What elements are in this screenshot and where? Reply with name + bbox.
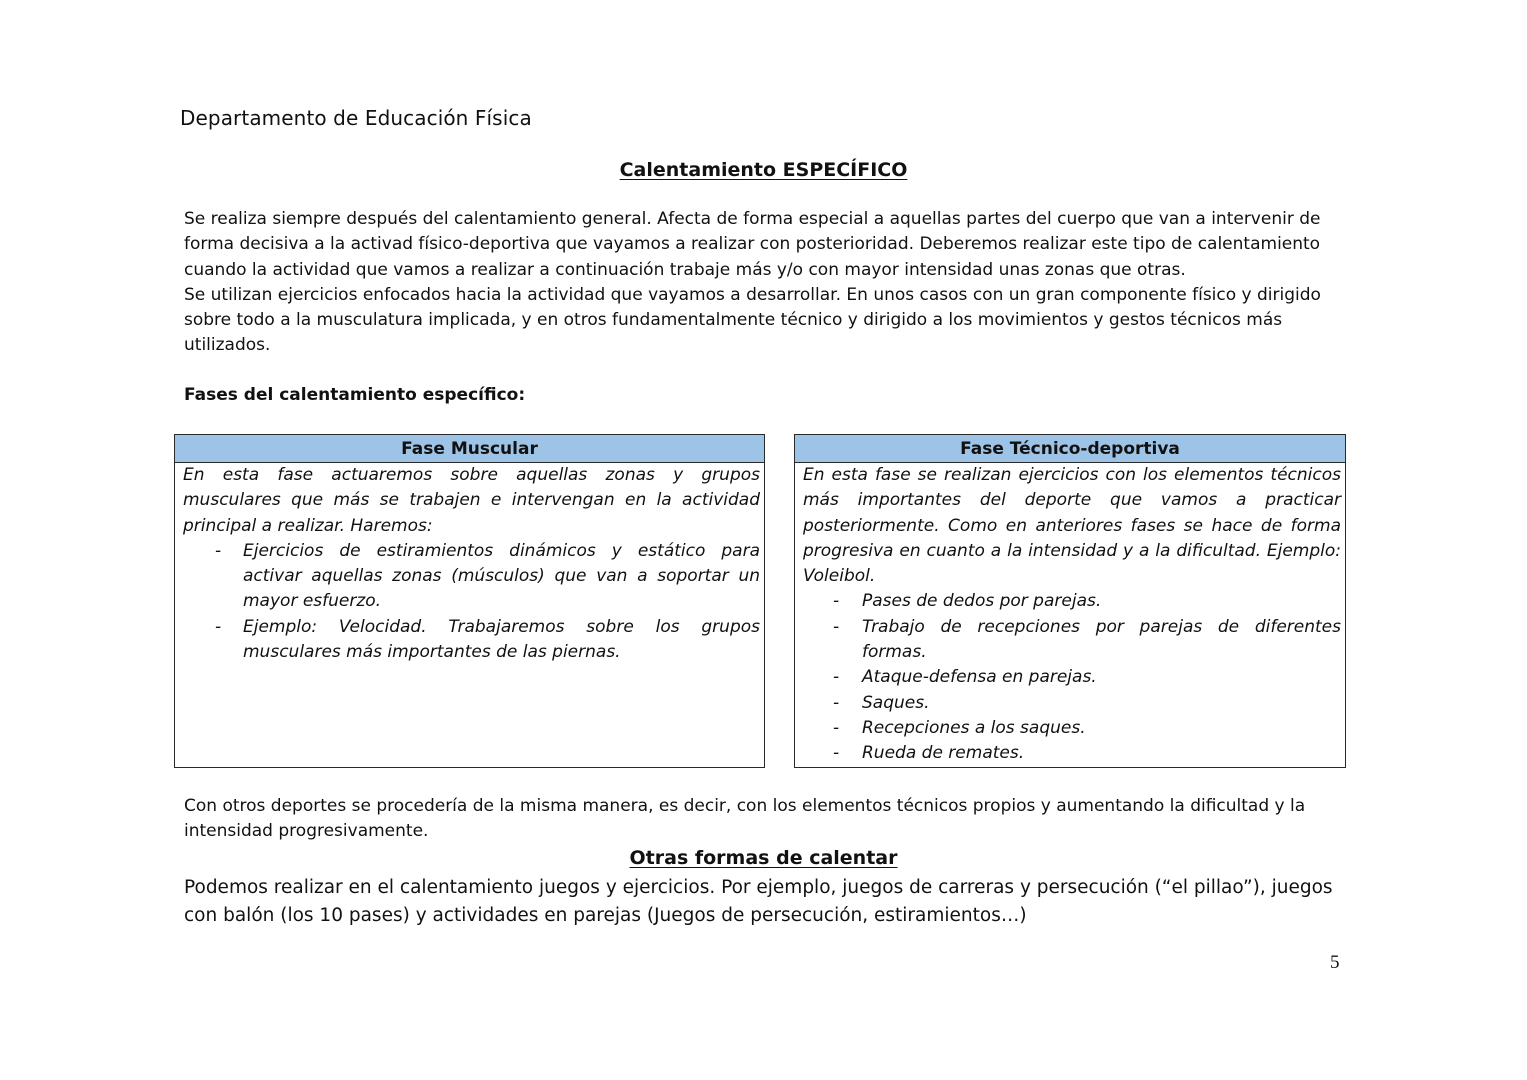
section-title: Calentamiento ESPECÍFICO — [619, 159, 908, 181]
phases-heading: Fases del calentamiento específico: — [184, 385, 526, 405]
list-item-text: Trabajo de recepciones por parejas de diferentes formas. — [862, 616, 1341, 663]
list-item-text: Pases de dedos por parejas. — [862, 591, 1102, 612]
list-item — [803, 741, 1341, 766]
bullet-dash: - — [833, 667, 840, 688]
list-item-text: Ejercicios de estiramientos dinámicos y estático para activar aquellas zonas (músculos) que van a soportar un mayor esfuerzo. — [243, 540, 760, 612]
paragraph-line: intensidad progresivamente. — [184, 821, 429, 842]
paragraph-line: Se utilizan ejercicios enfocados hacia la actividad que vayamos a desarrollar. En unos casos con un gran componente físico y dirigido — [184, 284, 1321, 305]
page-number: 5 — [1330, 952, 1340, 973]
section-title: Otras formas de calentar — [629, 847, 898, 869]
bullet-dash: - — [833, 616, 840, 637]
paragraph-line: sobre todo a la musculatura implicada, y en otros fundamentalmente técnico y dirigido a los movimientos y gestos técnicos más — [184, 310, 1283, 331]
phase-tecnico-body — [795, 463, 1345, 767]
list-item — [183, 615, 760, 666]
intro-paragraph — [184, 207, 1338, 359]
closing-paragraph — [184, 794, 1332, 845]
phase-tecnico-box — [794, 434, 1346, 768]
paragraph-line: Podemos realizar en el calentamiento juegos y ejercicios. Por ejemplo, juegos de carreras y persecución (“el pillao”), juegos — [184, 877, 1333, 898]
list-item — [803, 716, 1341, 741]
paragraph-line: Con otros deportes se procedería de la misma manera, es decir, con los elementos técnicos propios y aumentando la dificultad y la — [184, 796, 1306, 816]
bullet-dash: - — [215, 540, 222, 561]
paragraph-line: Se realiza siempre después del calentamiento general. Afecta de forma especial a aquellas partes del cuerpo que van a intervenir de — [184, 209, 1321, 229]
list-item — [803, 665, 1341, 690]
phase-tecnico-intro: En esta fase se realizan ejercicios con los elementos técnicos más importantes del deporte que vamos a practicar posteriormente. Como en anteriores fases se hace de forma progresiva en cuanto a la intensidad y a la dificultad. Ejemplo: Voleibol. — [803, 465, 1341, 587]
bullet-dash: - — [833, 717, 840, 738]
phase-muscular-header: Fase Muscular — [175, 435, 764, 463]
list-item-text: Recepciones a los saques. — [862, 717, 1086, 738]
list-item — [803, 589, 1341, 614]
list-item-text: Saques. — [862, 692, 930, 713]
department-header: Departamento de Educación Física — [180, 106, 532, 130]
phase-tecnico-list — [803, 589, 1341, 766]
list-item — [803, 615, 1341, 666]
bullet-dash: - — [833, 743, 840, 764]
list-item-text: Rueda de remates. — [862, 743, 1025, 764]
phase-muscular-list — [183, 539, 760, 665]
list-item-text: Ataque-defensa en parejas. — [862, 667, 1097, 688]
other-ways-paragraph — [184, 874, 1342, 930]
phase-muscular-intro: En esta fase actuaremos sobre aquellas zonas y grupos musculares que más se trabajen e intervengan en la actividad principal a realizar. Haremos: — [183, 465, 760, 536]
phase-muscular-body — [175, 463, 764, 665]
bullet-dash: - — [833, 692, 840, 713]
phase-muscular-box — [174, 434, 765, 768]
phase-tecnico-header: Fase Técnico-deportiva — [795, 435, 1345, 463]
list-item-text: Ejemplo: Velocidad. Trabajaremos sobre los grupos musculares más importantes de las piernas. — [243, 616, 760, 663]
paragraph-line: forma decisiva a la activad físico-deportiva que vayamos a realizar con posterioridad. Deberemos realizar este tipo de calentamiento — [184, 234, 1321, 255]
paragraph-line: con balón (los 10 pases) y actividades en parejas (Juegos de persecución, estiramientos…) — [184, 905, 1027, 926]
bullet-dash: - — [833, 591, 840, 612]
paragraph-line: utilizados. — [184, 335, 271, 356]
list-item — [183, 539, 760, 615]
paragraph-line: cuando la actividad que vamos a realizar a continuación trabaje más y/o con mayor intensidad unas zonas que otras. — [184, 259, 1186, 280]
bullet-dash: - — [215, 616, 222, 637]
list-item — [803, 691, 1341, 716]
